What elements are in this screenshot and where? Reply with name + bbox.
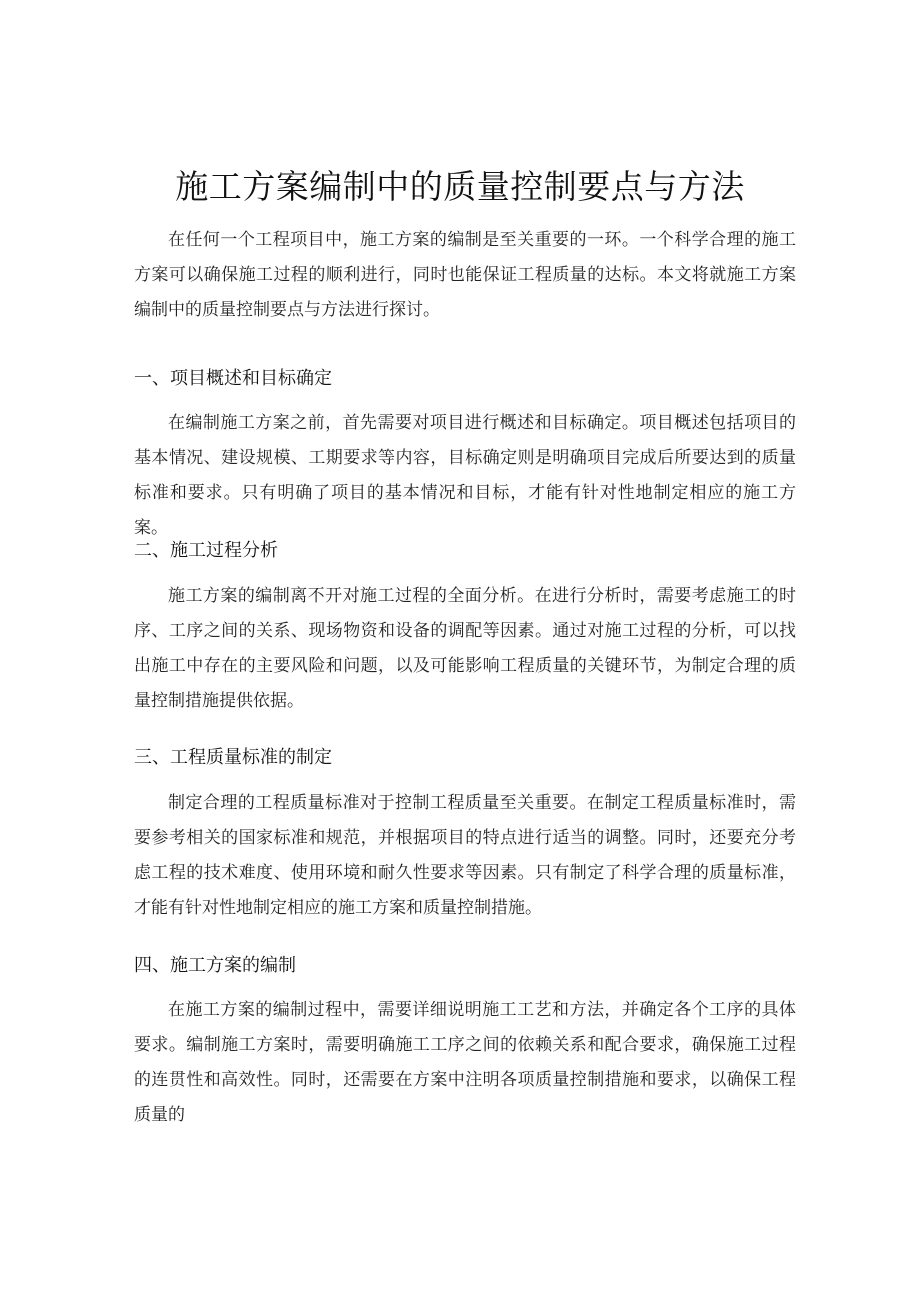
section-heading-1: 一、项目概述和目标确定 (134, 368, 332, 389)
section-heading-2: 二、施工过程分析 (134, 540, 278, 561)
section-body-1: 在编制施工方案之前，首先需要对项目进行概述和目标确定。项目概述包括项目的基本情况、建设规模、工期要求等内容，目标确定则是明确项目完成后所要达到的质量标准和要求。只有明确了项目的基本情况和目标，才能有针对性地制定相应的施工方案。 (134, 413, 796, 538)
section-body-2: 施工方案的编制离不开对施工过程的全面分析。在进行分析时，需要考虑施工的时序、工序之间的关系、现场物资和设备的调配等因素。通过对施工过程的分析，可以找出施工中存在的主要风险和问题，以及可能影响工程质量的关键环节，为制定合理的质量控制措施提供依据。 (134, 586, 796, 711)
page-title: 施工方案编制中的质量控制要点与方法 (175, 167, 745, 206)
intro-paragraph: 在任何一个工程项目中，施工方案的编制是至关重要的一环。一个科学合理的施工方案可以确保施工过程的顺利进行，同时也能保证工程质量的达标。本文将就施工方案编制中的质量控制要点与方法进行探讨。 (134, 230, 796, 320)
section-heading-3: 三、工程质量标准的制定 (134, 747, 332, 768)
section-body-4: 在施工方案的编制过程中，需要详细说明施工工艺和方法，并确定各个工序的具体要求。编制施工方案时，需要明确施工工序之间的依赖关系和配合要求，确保施工过程的连贯性和高效性。同时，还需要在方案中注明各项质量控制措施和要求，以确保工程质量的 (134, 1000, 796, 1125)
section-heading-4: 四、施工方案的编制 (134, 955, 296, 976)
section-body-3: 制定合理的工程质量标准对于控制工程质量至关重要。在制定工程质量标准时，需要参考相关的国家标准和规范，并根据项目的特点进行适当的调整。同时，还要充分考虑工程的技术难度、使用环境和耐久性要求等因素。只有制定了科学合理的质量标准，才能有针对性地制定相应的施工方案和质量控制措施。 (134, 793, 796, 918)
